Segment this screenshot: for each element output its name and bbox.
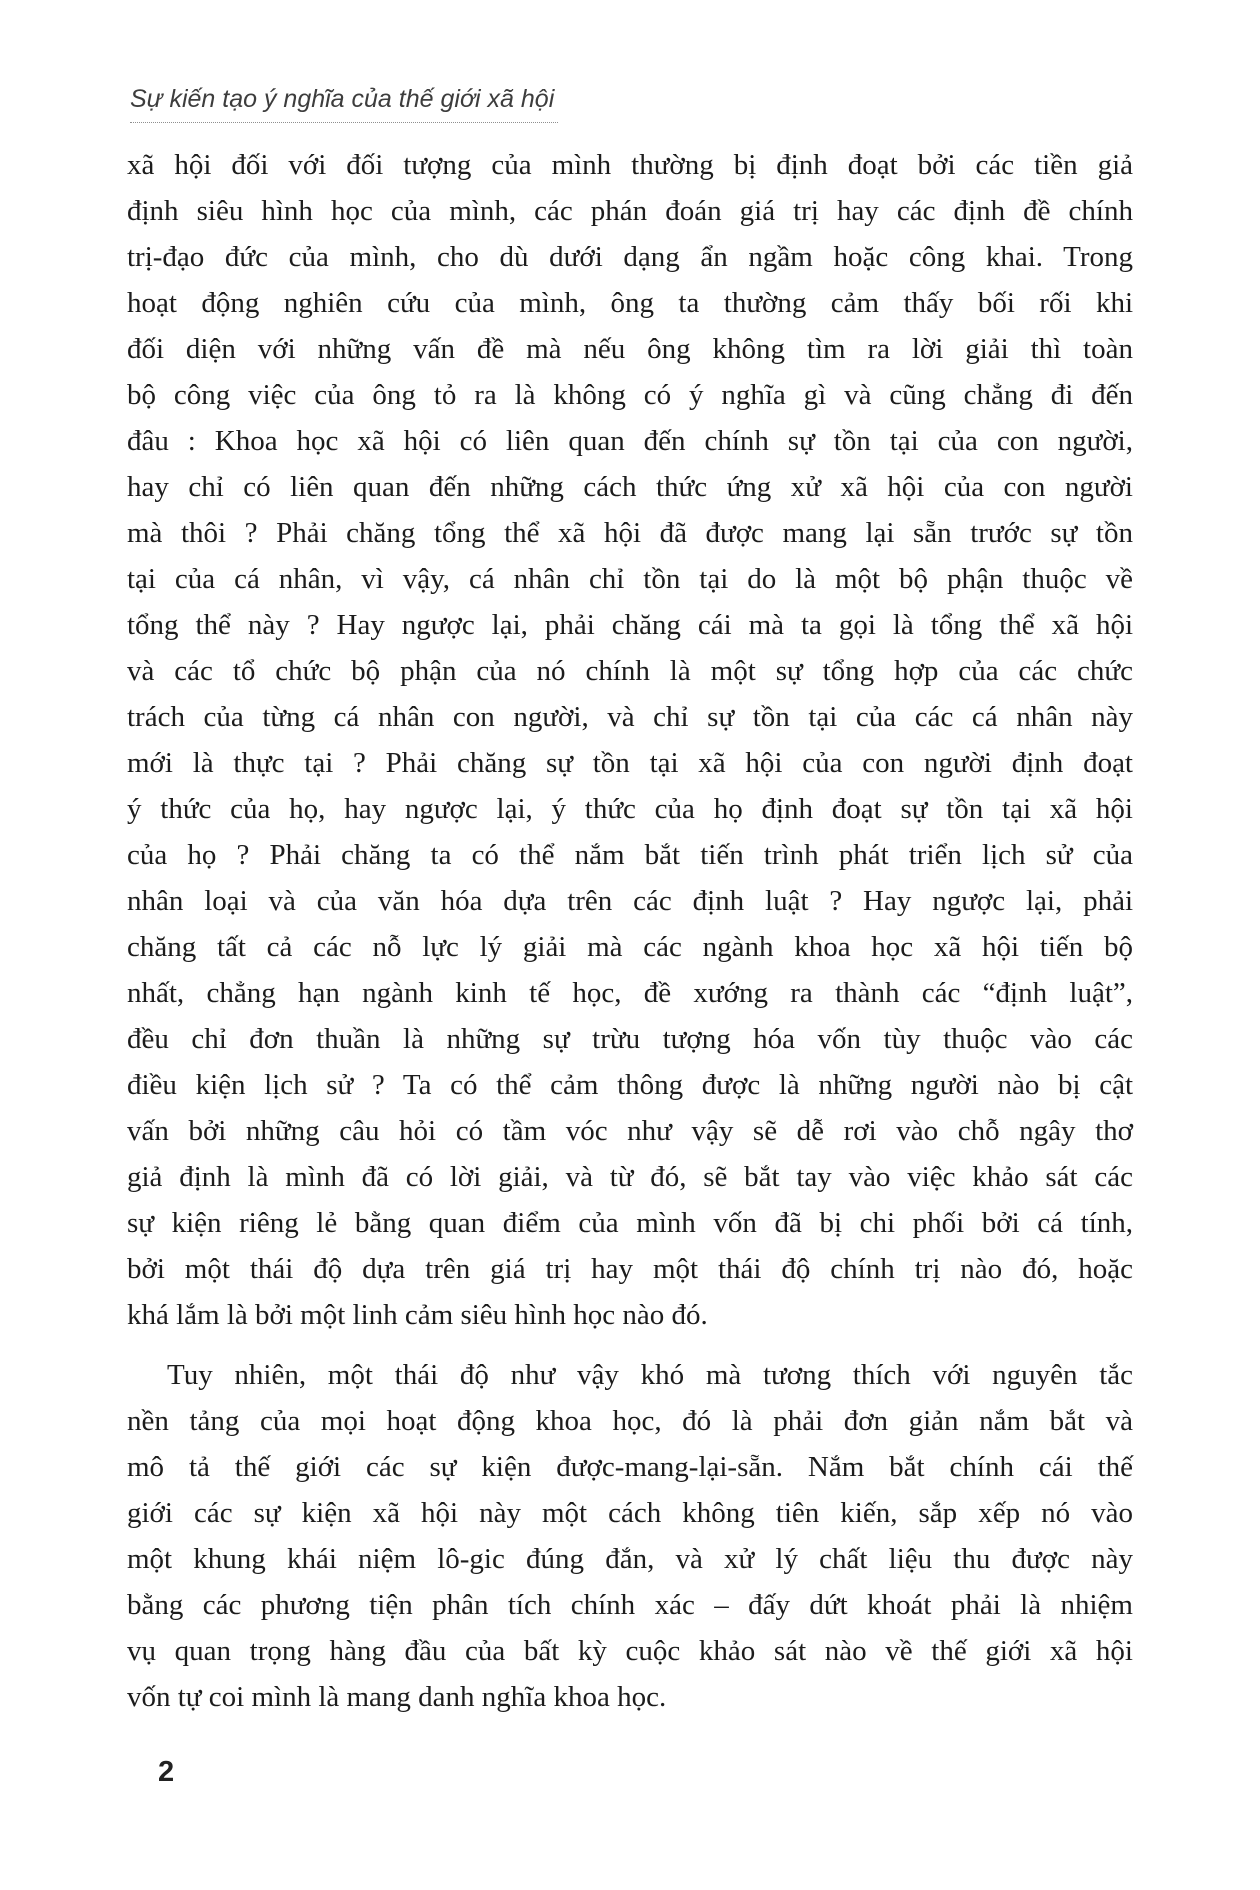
text-line: giới các sự kiện xã hội này một cách không tiên kiến, sắp xếp nó vào [127, 1497, 1133, 1529]
text-line: chăng tất cả các nỗ lực lý giải mà các ngành khoa học xã hội tiến bộ [127, 931, 1133, 963]
text-line: mới là thực tại ? Phải chăng sự tồn tại xã hội của con người định đoạt [127, 747, 1133, 779]
text-line: đâu : Khoa học xã hội có liên quan đến chính sự tồn tại của con người, [127, 425, 1133, 457]
text-line: hay chỉ có liên quan đến những cách thức ứng xử xã hội của con người [127, 471, 1133, 503]
text-line: mà thôi ? Phải chăng tổng thể xã hội đã được mang lại sẵn trước sự tồn [127, 517, 1133, 549]
text-line: bộ công việc của ông tỏ ra là không có ý nghĩa gì và cũng chẳng đi đến [127, 379, 1133, 411]
text-line: nền tảng của mọi hoạt động khoa học, đó là phải đơn giản nắm bắt và [127, 1405, 1133, 1437]
text-line: mô tả thế giới các sự kiện được-mang-lại-sẵn. Nắm bắt chính cái thế [127, 1451, 1133, 1483]
text-line: vốn tự coi mình là mang danh nghĩa khoa học. [127, 1681, 667, 1713]
text-line: tổng thể này ? Hay ngược lại, phải chăng cái mà ta gọi là tổng thể xã hội [127, 609, 1133, 641]
text-line: xã hội đối với đối tượng của mình thường bị định đoạt bởi các tiền giả [127, 149, 1133, 181]
text-line: vụ quan trọng hàng đầu của bất kỳ cuộc khảo sát nào về thế giới xã hội [127, 1635, 1133, 1667]
text-line: bằng các phương tiện phân tích chính xác – đấy dứt khoát phải là nhiệm [127, 1589, 1133, 1621]
text-line: Tuy nhiên, một thái độ như vậy khó mà tương thích với nguyên tắc [167, 1359, 1133, 1391]
text-line: của họ ? Phải chăng ta có thể nắm bắt tiến trình phát triển lịch sử của [127, 839, 1133, 871]
text-line: một khung khái niệm lô-gic đúng đắn, và xử lý chất liệu thu được này [127, 1543, 1133, 1575]
running-header: Sự kiến tạo ý nghĩa của thế giới xã hội [130, 84, 558, 123]
text-line: vấn bởi những câu hỏi có tầm vóc như vậy sẽ dễ rơi vào chỗ ngây thơ [127, 1115, 1133, 1147]
text-line: giả định là mình đã có lời giải, và từ đó, sẽ bắt tay vào việc khảo sát các [127, 1161, 1133, 1193]
text-line: hoạt động nghiên cứu của mình, ông ta thường cảm thấy bối rối khi [127, 287, 1133, 319]
text-line: tại của cá nhân, vì vậy, cá nhân chỉ tồn tại do là một bộ phận thuộc về [127, 563, 1133, 595]
page-number: 2 [158, 1756, 175, 1788]
text-line: nhân loại và của văn hóa dựa trên các định luật ? Hay ngược lại, phải [127, 885, 1133, 917]
text-line: sự kiện riêng lẻ bằng quan điểm của mình vốn đã bị chi phối bởi cá tính, [127, 1207, 1133, 1239]
paragraph [127, 142, 1133, 1338]
text-line: khá lắm là bởi một linh cảm siêu hình học nào đó. [127, 1299, 708, 1331]
text-line: định siêu hình học của mình, các phán đoán giá trị hay các định đề chính [127, 195, 1133, 227]
text-line: đều chỉ đơn thuần là những sự trừu tượng hóa vốn tùy thuộc vào các [127, 1023, 1133, 1055]
text-line: trách của từng cá nhân con người, và chỉ sự tồn tại của các cá nhân này [127, 701, 1133, 733]
text-line: bởi một thái độ dựa trên giá trị hay một thái độ chính trị nào đó, hoặc [127, 1253, 1133, 1285]
text-line: và các tổ chức bộ phận của nó chính là một sự tổng hợp của các chức [127, 655, 1133, 687]
text-line: điều kiện lịch sử ? Ta có thể cảm thông được là những người nào bị cật [127, 1069, 1133, 1101]
body-text [127, 142, 1133, 1720]
text-line: đối diện với những vấn đề mà nếu ông không tìm ra lời giải thì toàn [127, 333, 1133, 365]
paragraph [127, 1352, 1133, 1720]
text-line: nhất, chẳng hạn ngành kinh tế học, đề xướng ra thành các “định luật”, [127, 977, 1133, 1009]
text-line: trị-đạo đức của mình, cho dù dưới dạng ẩn ngầm hoặc công khai. Trong [127, 241, 1133, 273]
text-line: ý thức của họ, hay ngược lại, ý thức của họ định đoạt sự tồn tại xã hội [127, 793, 1133, 825]
